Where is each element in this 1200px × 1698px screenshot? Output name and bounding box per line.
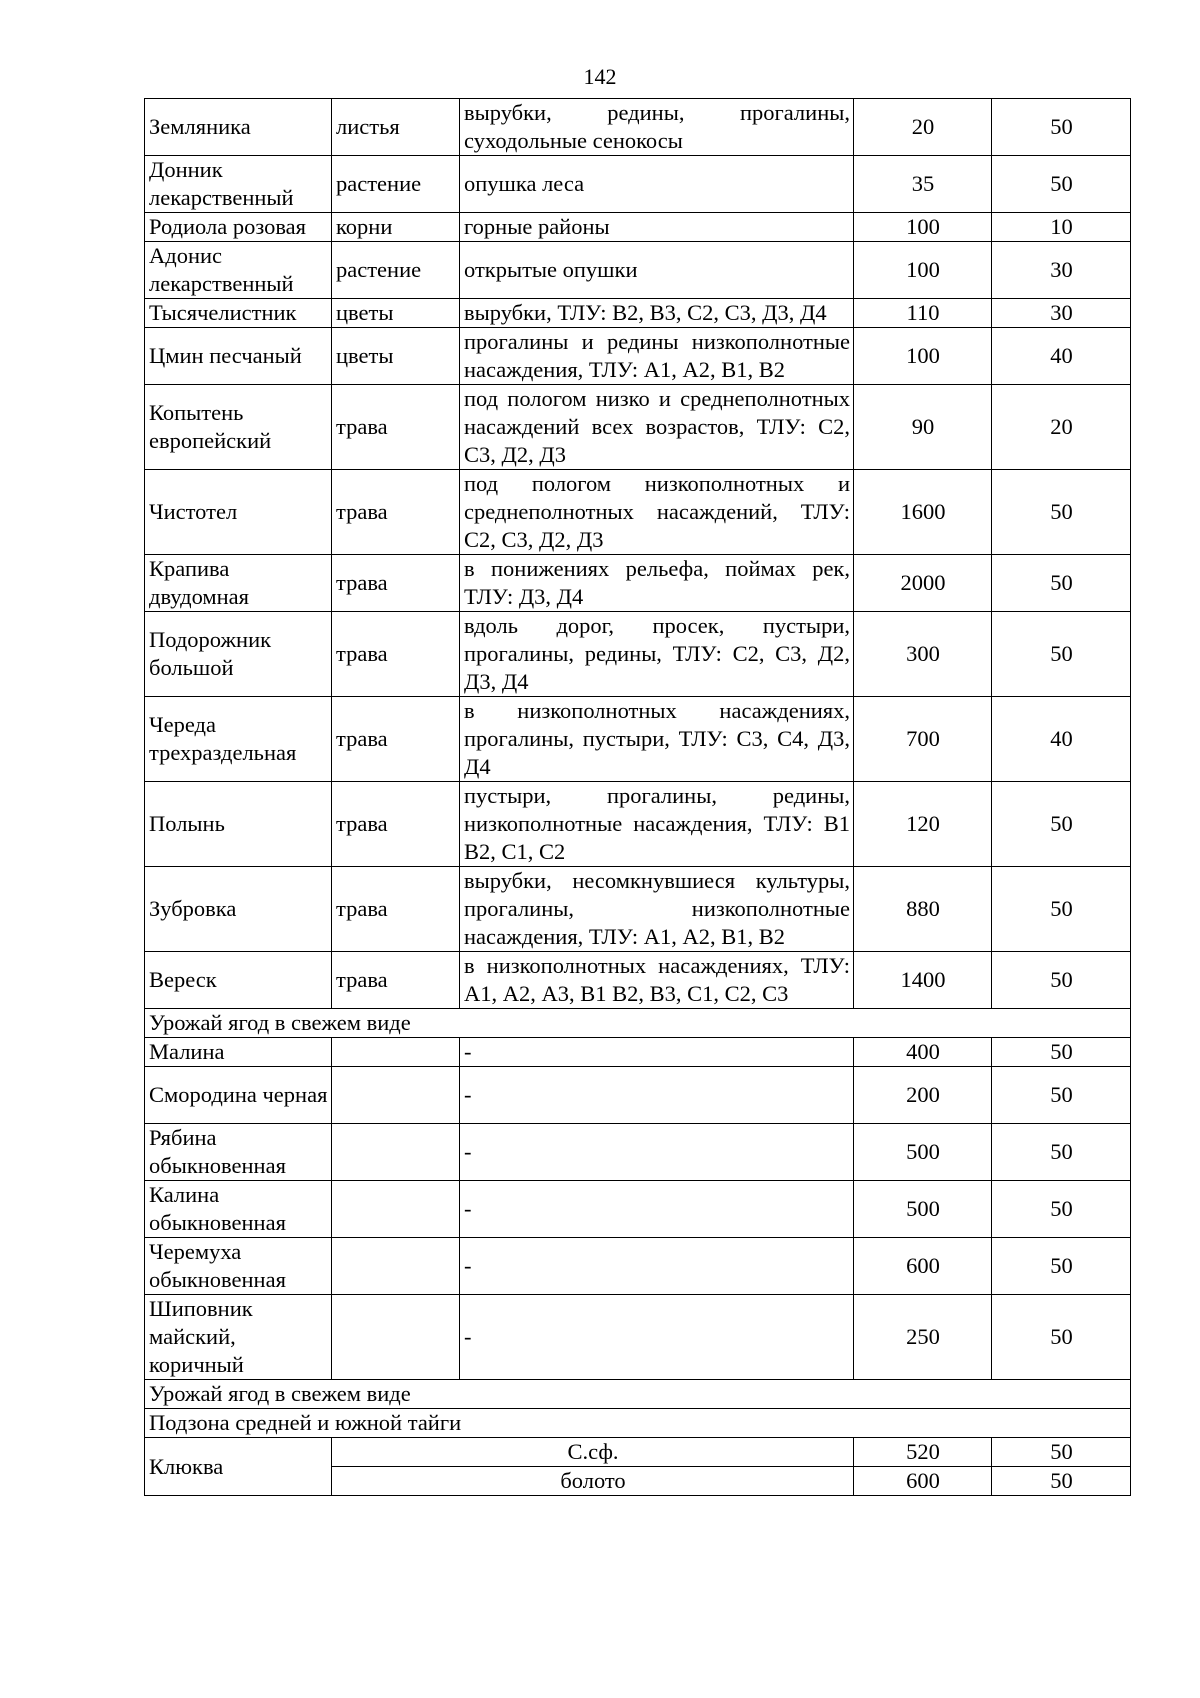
plant-name-cell: Зубровка	[145, 867, 332, 952]
plant-part-cell: трава	[332, 782, 460, 867]
plant-name-cell: Рябина обыкновенная	[145, 1124, 332, 1181]
table-row	[145, 385, 1131, 470]
plant-part-cell: трава	[332, 385, 460, 470]
plant-part-cell	[332, 1038, 460, 1067]
table-row	[145, 697, 1131, 782]
plant-name-cell: Калина обыкновенная	[145, 1181, 332, 1238]
location-cell: опушка леса	[460, 156, 854, 213]
section-row	[145, 1409, 1131, 1438]
value-1-cell: 700	[854, 697, 992, 782]
plant-name-cell: Смородина черная	[145, 1067, 332, 1124]
table-row	[145, 612, 1131, 697]
value-1-cell: 100	[854, 328, 992, 385]
value-2-cell: 50	[992, 1238, 1131, 1295]
plant-part-cell: трава	[332, 952, 460, 1009]
plant-name-cell: Черемуха обыкновенная	[145, 1238, 332, 1295]
value-1-cell: 2000	[854, 555, 992, 612]
location-cell: в низкополнотных насаждениях, ТЛУ: А1, А2, А3, В1 В2, В3, С1, С2, С3	[460, 952, 854, 1009]
plant-name-cell: Клюква	[145, 1438, 332, 1496]
value-2-cell: 40	[992, 697, 1131, 782]
location-cell: прогалины и редины низкополнотные насаждения, ТЛУ: А1, А2, В1, В2	[460, 328, 854, 385]
value-2-cell: 50	[992, 470, 1131, 555]
plant-name-cell: Подорожник большой	[145, 612, 332, 697]
table-row	[145, 213, 1131, 242]
plant-name-cell: Вереск	[145, 952, 332, 1009]
value-2-cell: 50	[992, 1438, 1131, 1467]
value-2-cell: 50	[992, 555, 1131, 612]
table-row	[145, 1124, 1131, 1181]
plant-name-cell: Копытень европейский	[145, 385, 332, 470]
location-cell: вдоль дорог, просек, пустыри, прогалины, редины, ТЛУ: С2, С3, Д2, Д3, Д4	[460, 612, 854, 697]
plant-name-cell: Донник лекарственный	[145, 156, 332, 213]
value-1-cell: 1400	[854, 952, 992, 1009]
plant-name-cell: Полынь	[145, 782, 332, 867]
table-row	[145, 1181, 1131, 1238]
plant-part-cell: трава	[332, 470, 460, 555]
location-cell: -	[460, 1124, 854, 1181]
plant-part-cell: трава	[332, 555, 460, 612]
value-2-cell: 50	[992, 1295, 1131, 1380]
table-row	[145, 555, 1131, 612]
value-1-cell: 520	[854, 1438, 992, 1467]
value-2-cell: 50	[992, 952, 1131, 1009]
value-2-cell: 50	[992, 99, 1131, 156]
plant-part-cell	[332, 1124, 460, 1181]
value-2-cell: 50	[992, 1067, 1131, 1124]
table-row	[145, 328, 1131, 385]
plant-part-cell: трава	[332, 697, 460, 782]
value-2-cell: 30	[992, 299, 1131, 328]
location-cell: в низкополнотных насаждениях, прогалины, пустыри, ТЛУ: С3, С4, Д3, Д4	[460, 697, 854, 782]
table-row	[145, 1067, 1131, 1124]
location-cell: под пологом низкополнотных и среднеполнотных насаждений, ТЛУ: С2, С3, Д2, Д3	[460, 470, 854, 555]
table-row	[145, 242, 1131, 299]
location-cell: вырубки, ТЛУ: В2, В3, С2, С3, Д3, Д4	[460, 299, 854, 328]
value-2-cell: 50	[992, 867, 1131, 952]
section-heading-berries-2: Урожай ягод в свежем виде	[145, 1380, 1131, 1409]
table-row	[145, 867, 1131, 952]
location-cell: в понижениях рельефа, поймах рек, ТЛУ: Д3, Д4	[460, 555, 854, 612]
value-1-cell: 300	[854, 612, 992, 697]
value-1-cell: 100	[854, 242, 992, 299]
plant-part-cell: цветы	[332, 328, 460, 385]
table-row	[145, 99, 1131, 156]
value-2-cell: 50	[992, 1124, 1131, 1181]
value-1-cell: 250	[854, 1295, 992, 1380]
plant-name-cell: Родиола розовая	[145, 213, 332, 242]
value-1-cell: 1600	[854, 470, 992, 555]
plant-name-cell: Малина	[145, 1038, 332, 1067]
value-2-cell: 50	[992, 1038, 1131, 1067]
plant-name-cell: Адонис лекарственный	[145, 242, 332, 299]
plant-part-cell	[332, 1238, 460, 1295]
location-cell: пустыри, прогалины, редины, низкополнотные насаждения, ТЛУ: В1 В2, С1, С2	[460, 782, 854, 867]
plant-part-cell: растение	[332, 156, 460, 213]
plant-part-cell	[332, 1295, 460, 1380]
location-cell: открытые опушки	[460, 242, 854, 299]
value-1-cell: 110	[854, 299, 992, 328]
section-row	[145, 1380, 1131, 1409]
value-1-cell: 90	[854, 385, 992, 470]
plant-part-cell: цветы	[332, 299, 460, 328]
plant-name-cell: Череда трехраздельная	[145, 697, 332, 782]
value-2-cell: 50	[992, 156, 1131, 213]
plant-part-cell: листья	[332, 99, 460, 156]
plant-part-cell	[332, 1067, 460, 1124]
value-1-cell: 400	[854, 1038, 992, 1067]
value-1-cell: 500	[854, 1181, 992, 1238]
location-cell: под пологом низко и среднеполнотных насаждений всех возрастов, ТЛУ: С2, С3, Д2, Д3	[460, 385, 854, 470]
value-2-cell: 30	[992, 242, 1131, 299]
plant-part-cell: трава	[332, 612, 460, 697]
value-1-cell: 35	[854, 156, 992, 213]
value-2-cell: 20	[992, 385, 1131, 470]
table-row	[145, 1295, 1131, 1380]
table-row	[145, 952, 1131, 1009]
plant-part-cell: трава	[332, 867, 460, 952]
location-cell: -	[460, 1295, 854, 1380]
plant-name-cell: Чистотел	[145, 470, 332, 555]
value-2-cell: 50	[992, 782, 1131, 867]
value-2-cell: 50	[992, 612, 1131, 697]
location-cell: болото	[332, 1467, 854, 1496]
plant-part-cell: растение	[332, 242, 460, 299]
plant-name-cell: Тысячелистник	[145, 299, 332, 328]
table-body	[145, 99, 1131, 1496]
value-2-cell: 40	[992, 328, 1131, 385]
data-table	[144, 98, 1131, 1496]
location-cell: С.сф.	[332, 1438, 854, 1467]
location-cell: горные районы	[460, 213, 854, 242]
location-cell: -	[460, 1238, 854, 1295]
plant-part-cell	[332, 1181, 460, 1238]
location-cell: вырубки, несомкнувшиеся культуры, прогалины, низкополнотные насаждения, ТЛУ: А1, А2, В1, В2	[460, 867, 854, 952]
value-1-cell: 100	[854, 213, 992, 242]
value-1-cell: 200	[854, 1067, 992, 1124]
value-1-cell: 880	[854, 867, 992, 952]
location-cell: -	[460, 1067, 854, 1124]
table-row	[145, 156, 1131, 213]
plant-name-cell: Шиповник майский, коричный	[145, 1295, 332, 1380]
value-1-cell: 600	[854, 1238, 992, 1295]
location-cell: -	[460, 1038, 854, 1067]
plant-name-cell: Земляника	[145, 99, 332, 156]
plant-part-cell: корни	[332, 213, 460, 242]
value-2-cell: 50	[992, 1467, 1131, 1496]
value-1-cell: 120	[854, 782, 992, 867]
value-1-cell: 500	[854, 1124, 992, 1181]
section-heading-berries: Урожай ягод в свежем виде	[145, 1009, 1131, 1038]
table-row	[145, 299, 1131, 328]
table-row	[145, 1038, 1131, 1067]
location-cell: -	[460, 1181, 854, 1238]
table-row	[145, 782, 1131, 867]
value-1-cell: 600	[854, 1467, 992, 1496]
location-cell: вырубки, редины, прогалины, суходольные сенокосы	[460, 99, 854, 156]
table-row	[145, 1438, 1131, 1467]
plant-name-cell: Крапива двудомная	[145, 555, 332, 612]
value-1-cell: 20	[854, 99, 992, 156]
value-2-cell: 10	[992, 213, 1131, 242]
section-heading-subzone: Подзона средней и южной тайги	[145, 1409, 1131, 1438]
table-row	[145, 1238, 1131, 1295]
table-row	[145, 470, 1131, 555]
section-row	[145, 1009, 1131, 1038]
value-2-cell: 50	[992, 1181, 1131, 1238]
plant-name-cell: Цмин песчаный	[145, 328, 332, 385]
page-number: 142	[583, 64, 617, 89]
